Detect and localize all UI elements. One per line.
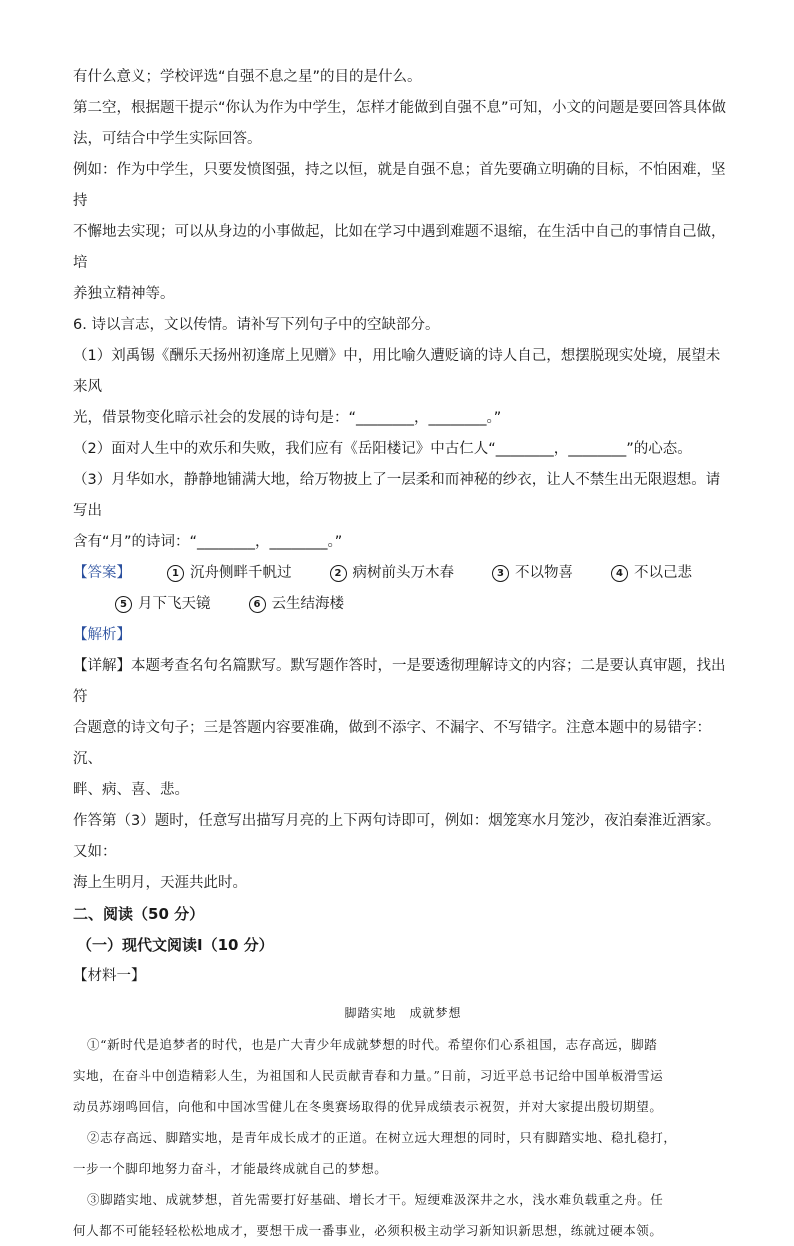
article-paragraph-line: 一步一个脚印地努力奋斗，才能最终成就自己的梦想。: [73, 1161, 388, 1176]
answer-row-2: [73, 589, 733, 620]
article-title: 脚踏实地 成就梦想: [344, 1006, 462, 1020]
answer-tag: 【答案】: [73, 565, 131, 581]
circled-number-icon: 4: [611, 565, 628, 582]
question-6-stem: 6. 诗以言志，文以传情。请补写下列句子中的空缺部分。: [73, 317, 440, 333]
analysis-tag: 【解析】: [73, 627, 131, 643]
question-6-1: （1）刘禹锡《酬乐天扬州初逢席上见赠》中，用比喻久遭贬谪的诗人自己，想摆脱现实处境，展望未来风: [73, 348, 721, 395]
text-line: 养独立精神等。: [73, 286, 175, 302]
analysis-line: 作答第（3）题时，任意写出描写月亮的上下两句诗即可，例如：烟笼寒水月笼沙，夜泊秦淮近酒家。又如：: [73, 813, 721, 860]
analysis-line: 畔、病、喜、悲。: [73, 782, 189, 798]
text-line: 法，可结合中学生实际回答。: [73, 131, 262, 147]
article-paragraph-line: 何人都不可能轻轻松松地成才，要想干成一番事业，必须积极主动学习新知识新思想，练就过硬本领。: [73, 1223, 663, 1238]
circled-number-icon: 3: [492, 565, 509, 582]
analysis-text: 本题考查名句名篇默写。默写题作答时，一是要透彻理解诗文的内容；二是要认真审题，找出符: [73, 658, 726, 705]
answer-item: [492, 558, 573, 589]
analysis-line: 合题意的诗文句子；三是答题内容要准确，做到不添字、不漏字、不写错字。注意本题中的易错字：沉、: [73, 720, 711, 767]
subsection-title: （一）现代文阅读Ⅰ（10 分）: [77, 936, 274, 954]
answer-item: [115, 589, 211, 620]
answer-row-1: [73, 558, 733, 589]
question-6-2: （2）面对人生中的欢乐和失败，我们应有《岳阳楼记》中古仁人“________，________”的心态。: [73, 441, 692, 457]
answer-text: 月下飞天镜: [138, 596, 211, 612]
analysis-line: [73, 651, 733, 713]
text-line: 例如：作为中学生，只要发愤图强，持之以恒，就是自强不息；首先要确立明确的目标，不怕困难，坚持: [73, 162, 726, 209]
answer-text: 沉舟侧畔千帆过: [190, 565, 292, 581]
answer-text: 云生结海楼: [271, 596, 344, 612]
article-paragraph-line: ③脚踏实地、成就梦想，首先需要打好基础、增长才干。短绠难汲深井之水，浅水难负载重之舟。任: [87, 1192, 664, 1207]
article-paragraph-line: 动员苏翊鸣回信，向他和中国冰雪健儿在冬奥赛场取得的优异成绩表示祝贺，并对大家提出殷切期望。: [73, 1099, 663, 1114]
text-line: 第二空，根据题干提示“你认为作为中学生，怎样才能做到自强不息”可知，小文的问题是要回答具体做: [73, 100, 727, 116]
question-6-1-cont: 光，借景物变化暗示社会的发展的诗句是：“________，________。”: [73, 410, 502, 426]
circled-number-icon: 6: [249, 596, 266, 613]
article-paragraph-line: 实地，在奋斗中创造精彩人生，为祖国和人民贡献青春和力量。”日前，习近平总书记给中国单板滑雪运: [73, 1068, 664, 1083]
answer-item: [330, 558, 455, 589]
answer-text: 病树前头万木春: [352, 565, 454, 581]
answer-text: 不以物喜: [515, 565, 573, 581]
question-6-3-cont: 含有“月”的诗词：“________，________。”: [73, 534, 343, 550]
circled-number-icon: 1: [167, 565, 184, 582]
article-paragraph-line: ①“新时代是追梦者的时代，也是广大青少年成就梦想的时代。希望你们心系祖国，志存高远，脚踏: [87, 1037, 658, 1052]
answer-text: 不以己悲: [634, 565, 692, 581]
section-title: 二、阅读（50 分）: [73, 905, 205, 923]
document-page: [73, 62, 733, 1246]
question-6-3: （3）月华如水，静静地铺满大地，给万物披上了一层柔和而神秘的纱衣，让人不禁生出无限遐想。请写出: [73, 472, 721, 519]
circled-number-icon: 5: [115, 596, 132, 613]
material-label: 【材料一】: [73, 968, 146, 984]
detail-tag: 【详解】: [73, 658, 131, 674]
answer-item: [167, 558, 292, 589]
circled-number-icon: 2: [330, 565, 347, 582]
text-line: 有什么意义；学校评选“自强不息之星”的目的是什么。: [73, 69, 422, 85]
answer-item: [249, 589, 345, 620]
text-line: 不懈地去实现；可以从身边的小事做起，比如在学习中遇到难题不退缩，在生活中自己的事情自己做，培: [73, 224, 726, 271]
answer-item: [611, 558, 692, 589]
analysis-line: 海上生明月，天涯共此时。: [73, 875, 247, 891]
article-paragraph-line: ②志存高远、脚踏实地，是青年成长成才的正道。在树立远大理想的同时，只有脚踏实地、稳扎稳打，: [87, 1130, 677, 1145]
